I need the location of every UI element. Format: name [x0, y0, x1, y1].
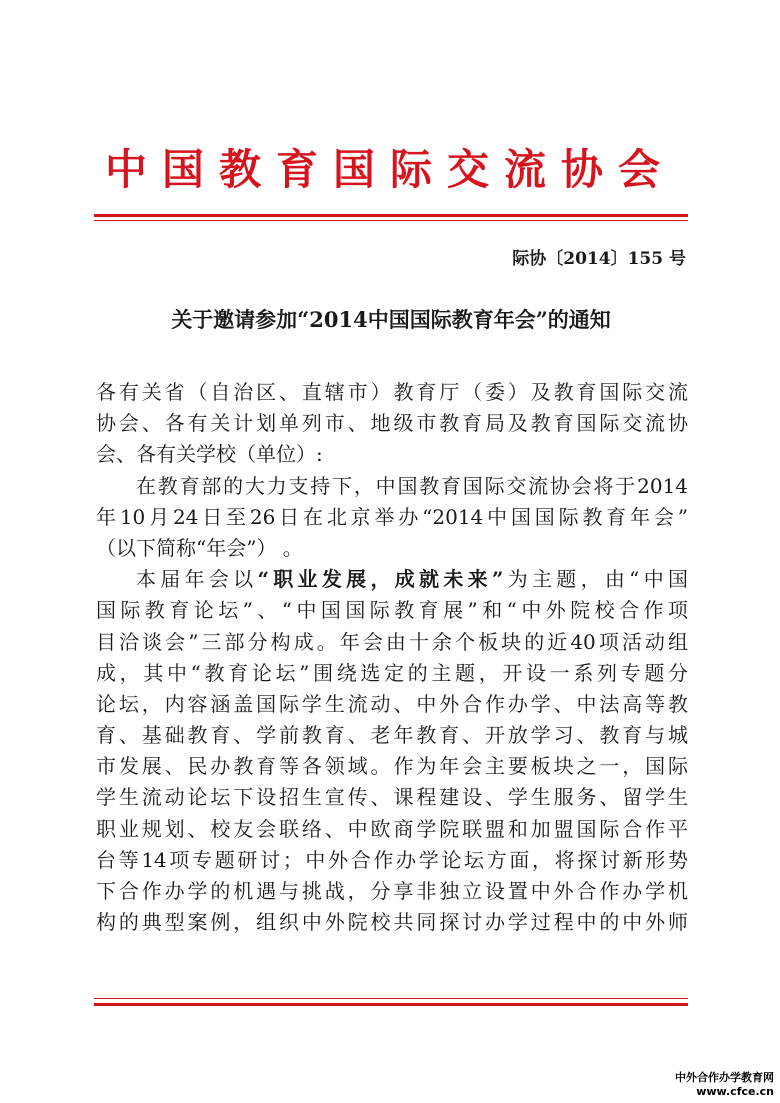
addressee-line: 各有关省（自治区、直辖市）教育厅（委）及教育国际交流 [96, 380, 688, 404]
notice-body [96, 377, 688, 938]
site-watermark [658, 1071, 774, 1099]
paragraph-text: 本届年会以 [136, 567, 258, 592]
addressee-line: 会、各有关学校（单位）: [96, 442, 323, 467]
paragraph-line: 年10月24日至26日在北京举办“2014中国国际教育年会” [96, 504, 688, 529]
watermark-site-url: www.cfce.cn [696, 1085, 774, 1098]
paragraph-line: 学生流动论坛下设招生宣传、课程建设、学生服务、留学生 [96, 785, 688, 810]
header-rule-thick [94, 214, 688, 217]
paragraph-line: 育、基础教育、学前教育、老年教育、开放学习、教育与城 [96, 723, 688, 748]
paragraph-line: （以下简称“年会”） 。 [96, 535, 303, 560]
paragraph-line: 国际教育论坛”、“中国国际教育展”和“中外院校合作项 [96, 598, 688, 623]
paragraph-line [96, 564, 688, 595]
paragraph-line: 论坛，内容涵盖国际学生流动、中外合作办学、中法高等教 [96, 691, 688, 716]
footer-rule-thin [94, 998, 688, 999]
paragraph-line: 构的典型案例，组织中外院校共同探讨办学过程中的中外师 [96, 910, 688, 935]
conference-theme: “职业发展，成就未来” [257, 567, 504, 592]
paragraph-text: 为主题，由“中国 [503, 567, 688, 592]
organization-title: 中国教育国际交流协会 [104, 145, 675, 194]
paragraph-line: 职业规划、校友会联络、中欧商学院联盟和加盟国际合作平 [96, 816, 688, 841]
watermark-site-name: 中外合作办学教育网 [675, 1071, 774, 1084]
paragraph-line: 台等14项专题研讨；中外合作办学论坛方面，将探讨新形势 [96, 847, 688, 872]
paragraph-line: 目洽谈会”三部分构成。年会由十余个板块的近40项活动组 [96, 629, 688, 654]
paragraph-line: 在教育部的大力支持下，中国教育国际交流协会将于2014 [136, 473, 688, 498]
paragraph-line: 下合作办学的机遇与挑战，分享非独立设置中外合作办学机 [96, 879, 688, 903]
header-rule-thin [94, 220, 688, 221]
paragraph-line: 成，其中“教育论坛”围绕选定的主题，开设一系列专题分 [96, 660, 688, 685]
document-number: 际协〔2014〕155 号 [512, 249, 686, 269]
notice-title: 关于邀请参加“2014中国国际教育年会”的通知 [171, 307, 611, 332]
addressee-line: 协会、各有关计划单列市、地级市教育局及教育国际交流协 [96, 411, 688, 436]
footer-rule-thick [94, 1003, 688, 1006]
paragraph-line: 市发展、民办教育等各领域。作为年会主要板块之一，国际 [96, 754, 688, 779]
